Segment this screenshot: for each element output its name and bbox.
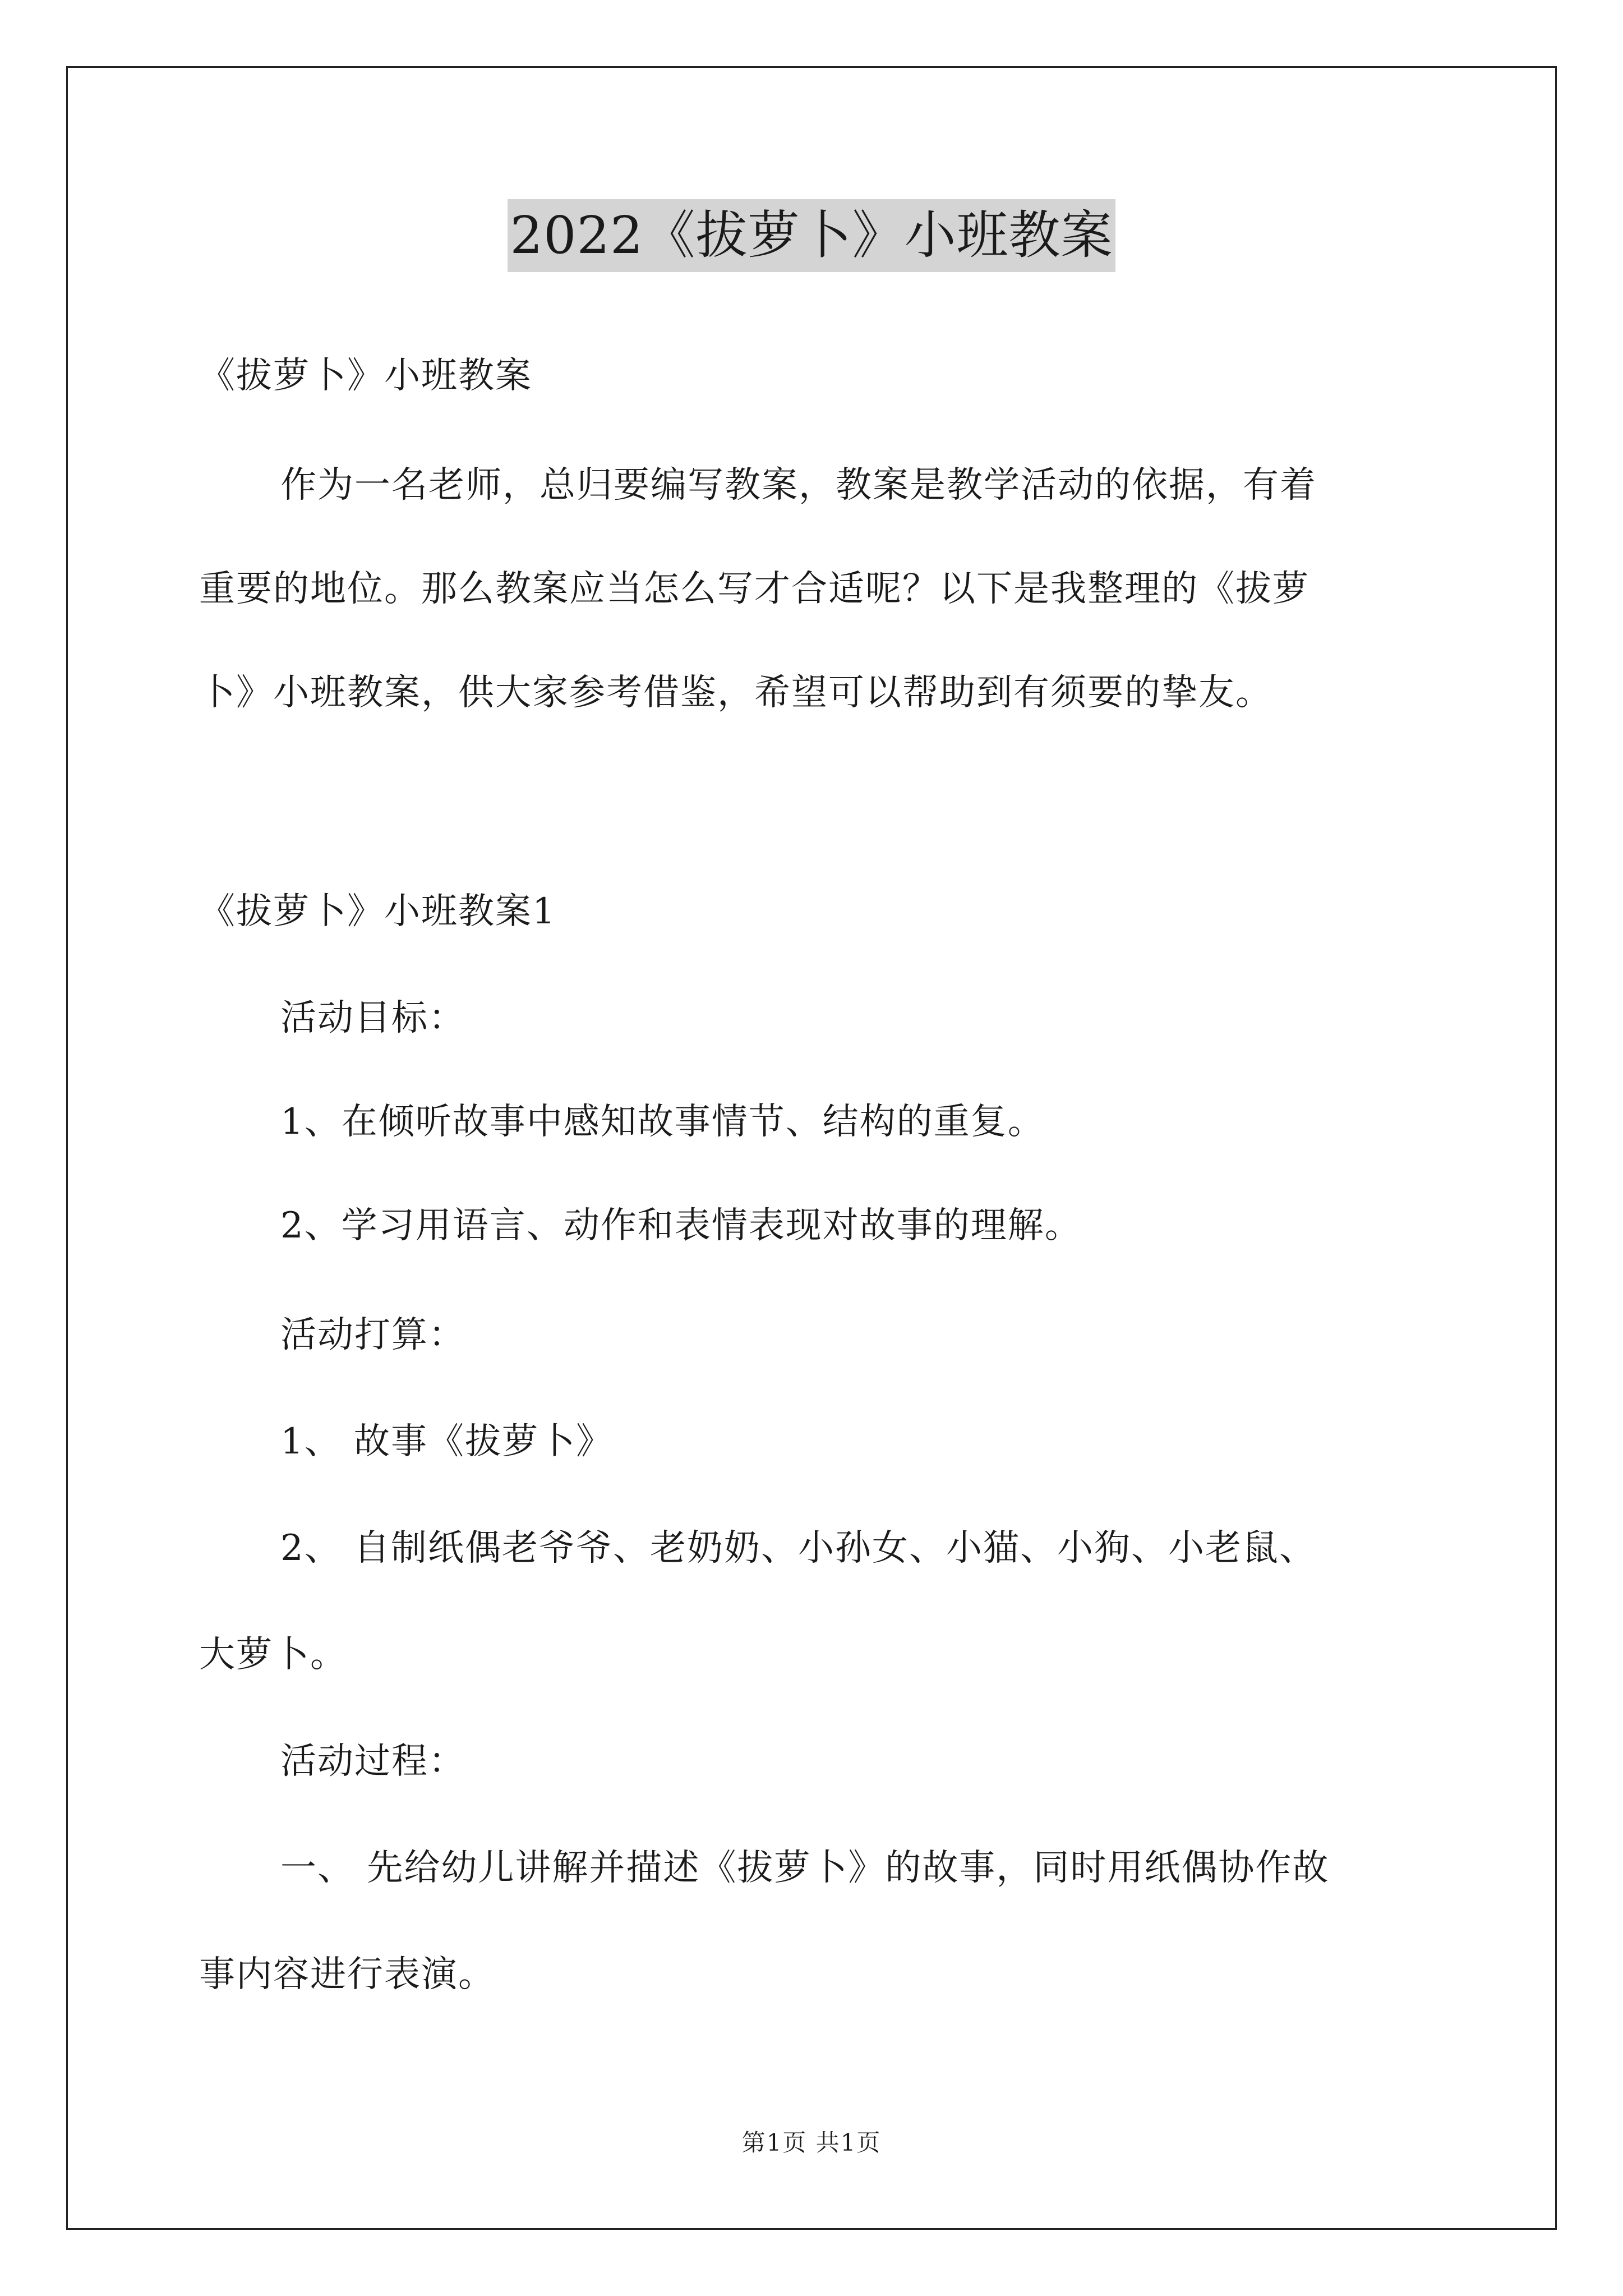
prep-item-2-cont: 大萝卜。: [199, 1634, 347, 1676]
goal-item-1: 1、在倾听故事中感知故事情节、结构的重复。: [280, 1101, 1045, 1143]
process-item-1: 一、 先给幼儿讲解并描述《拔萝卜》的故事，同时用纸偶协作故: [280, 1847, 1330, 1889]
prep-item-2: 2、 自制纸偶老爷爷、老奶奶、小孙女、小猫、小狗、小老鼠、: [280, 1527, 1317, 1569]
page-footer: 第1页 共1页: [741, 2129, 882, 2156]
intro-line-2: 重要的地位。那么教案应当怎么写才合适呢？以下是我整理的《拔萝: [199, 568, 1310, 610]
section-heading: 《拔萝卜》小班教案1: [199, 891, 556, 932]
document-title: 2022《拔萝卜》小班教案: [508, 199, 1115, 272]
document-subtitle: 《拔萝卜》小班教案: [199, 355, 532, 397]
prep-item-1: 1、 故事《拔萝卜》: [280, 1421, 614, 1462]
goal-item-2: 2、学习用语言、动作和表情表现对故事的理解。: [280, 1205, 1082, 1246]
process-item-1-cont: 事内容进行表演。: [199, 1954, 495, 1995]
process-heading: 活动过程：: [280, 1741, 465, 1782]
intro-line-1: 作为一名老师，总归要编写教案，教案是教学活动的依据，有着: [280, 464, 1317, 506]
intro-line-3: 卜》小班教案，供大家参考借鉴，希望可以帮助到有须要的挚友。: [199, 672, 1272, 714]
title-container: [0, 199, 1623, 272]
goals-heading: 活动目标：: [280, 997, 465, 1039]
prep-heading: 活动打算：: [280, 1314, 465, 1356]
